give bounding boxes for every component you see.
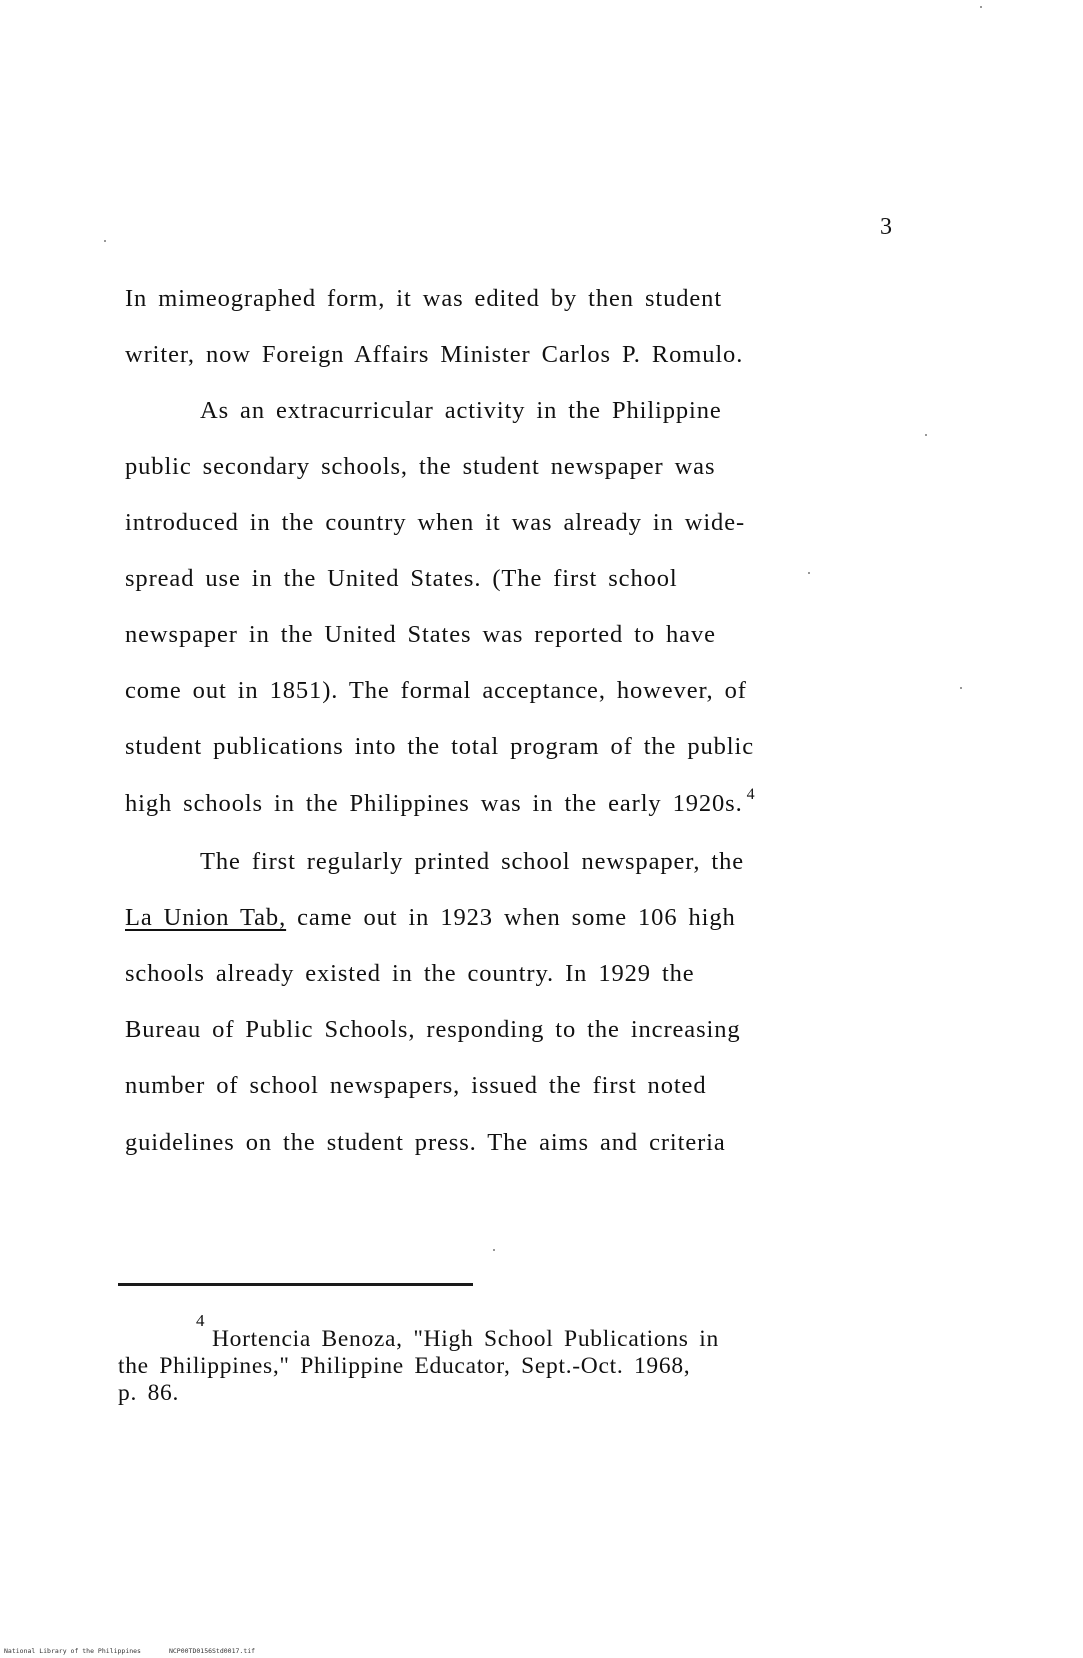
body-line-1: In mimeographed form, it was edited by then student: [125, 285, 723, 312]
body-line-15: number of school newspapers, issued the first noted: [125, 1072, 707, 1099]
body-line-10-text: high schools in the Philippines was in the early 1920s.: [125, 790, 743, 817]
scan-speck: [980, 6, 982, 8]
footnote-line-3: p. 86.: [118, 1380, 180, 1406]
scan-speck: [925, 434, 927, 436]
body-line-10: [125, 788, 756, 820]
body-line-4: public secondary schools, the student newspaper was: [125, 453, 716, 480]
newspaper-title: La Union Tab,: [125, 904, 287, 931]
body-line-2: writer, now Foreign Affairs Minister Carlos P. Romulo.: [125, 341, 744, 368]
scan-speck: [808, 572, 810, 574]
body-line-16: guidelines on the student press. The aims and criteria: [125, 1129, 726, 1156]
scan-speck: [960, 687, 962, 689]
footnote-divider: [118, 1283, 473, 1286]
body-line-8: come out in 1851). The formal acceptance, however, of: [125, 677, 747, 704]
body-line-11: The first regularly printed school newspaper, the: [200, 848, 745, 875]
footnote-line-2: the Philippines," Philippine Educator, Sept.-Oct. 1968,: [118, 1353, 691, 1379]
body-line-6: spread use in the United States. (The first school: [125, 565, 678, 592]
archive-caption: [4, 1647, 255, 1655]
scan-speck: [104, 240, 106, 242]
body-line-14: Bureau of Public Schools, responding to the increasing: [125, 1016, 741, 1043]
footnote-reference: 4: [746, 786, 756, 803]
footnote-marker: 4: [196, 1311, 205, 1330]
footnote-line-1: Hortencia Benoza, "High School Publications in: [212, 1326, 719, 1352]
archive-file-id: NCP00TD0156Std0017.tif: [168, 1647, 256, 1655]
page-number: 3: [880, 214, 892, 240]
body-line-13: schools already existed in the country. In 1929 the: [125, 960, 695, 987]
scan-speck: [493, 1249, 495, 1251]
archive-library: National Library of the Philippines: [4, 1647, 141, 1655]
body-line-12: [125, 902, 736, 934]
body-line-3: As an extracurricular activity in the Philippine: [200, 397, 722, 424]
body-line-9: student publications into the total program of the public: [125, 733, 754, 760]
body-line-7: newspaper in the United States was reported to have: [125, 621, 716, 648]
body-line-12-text: came out in 1923 when some 106 high: [297, 904, 736, 931]
body-line-5: introduced in the country when it was already in wide-: [125, 509, 746, 536]
